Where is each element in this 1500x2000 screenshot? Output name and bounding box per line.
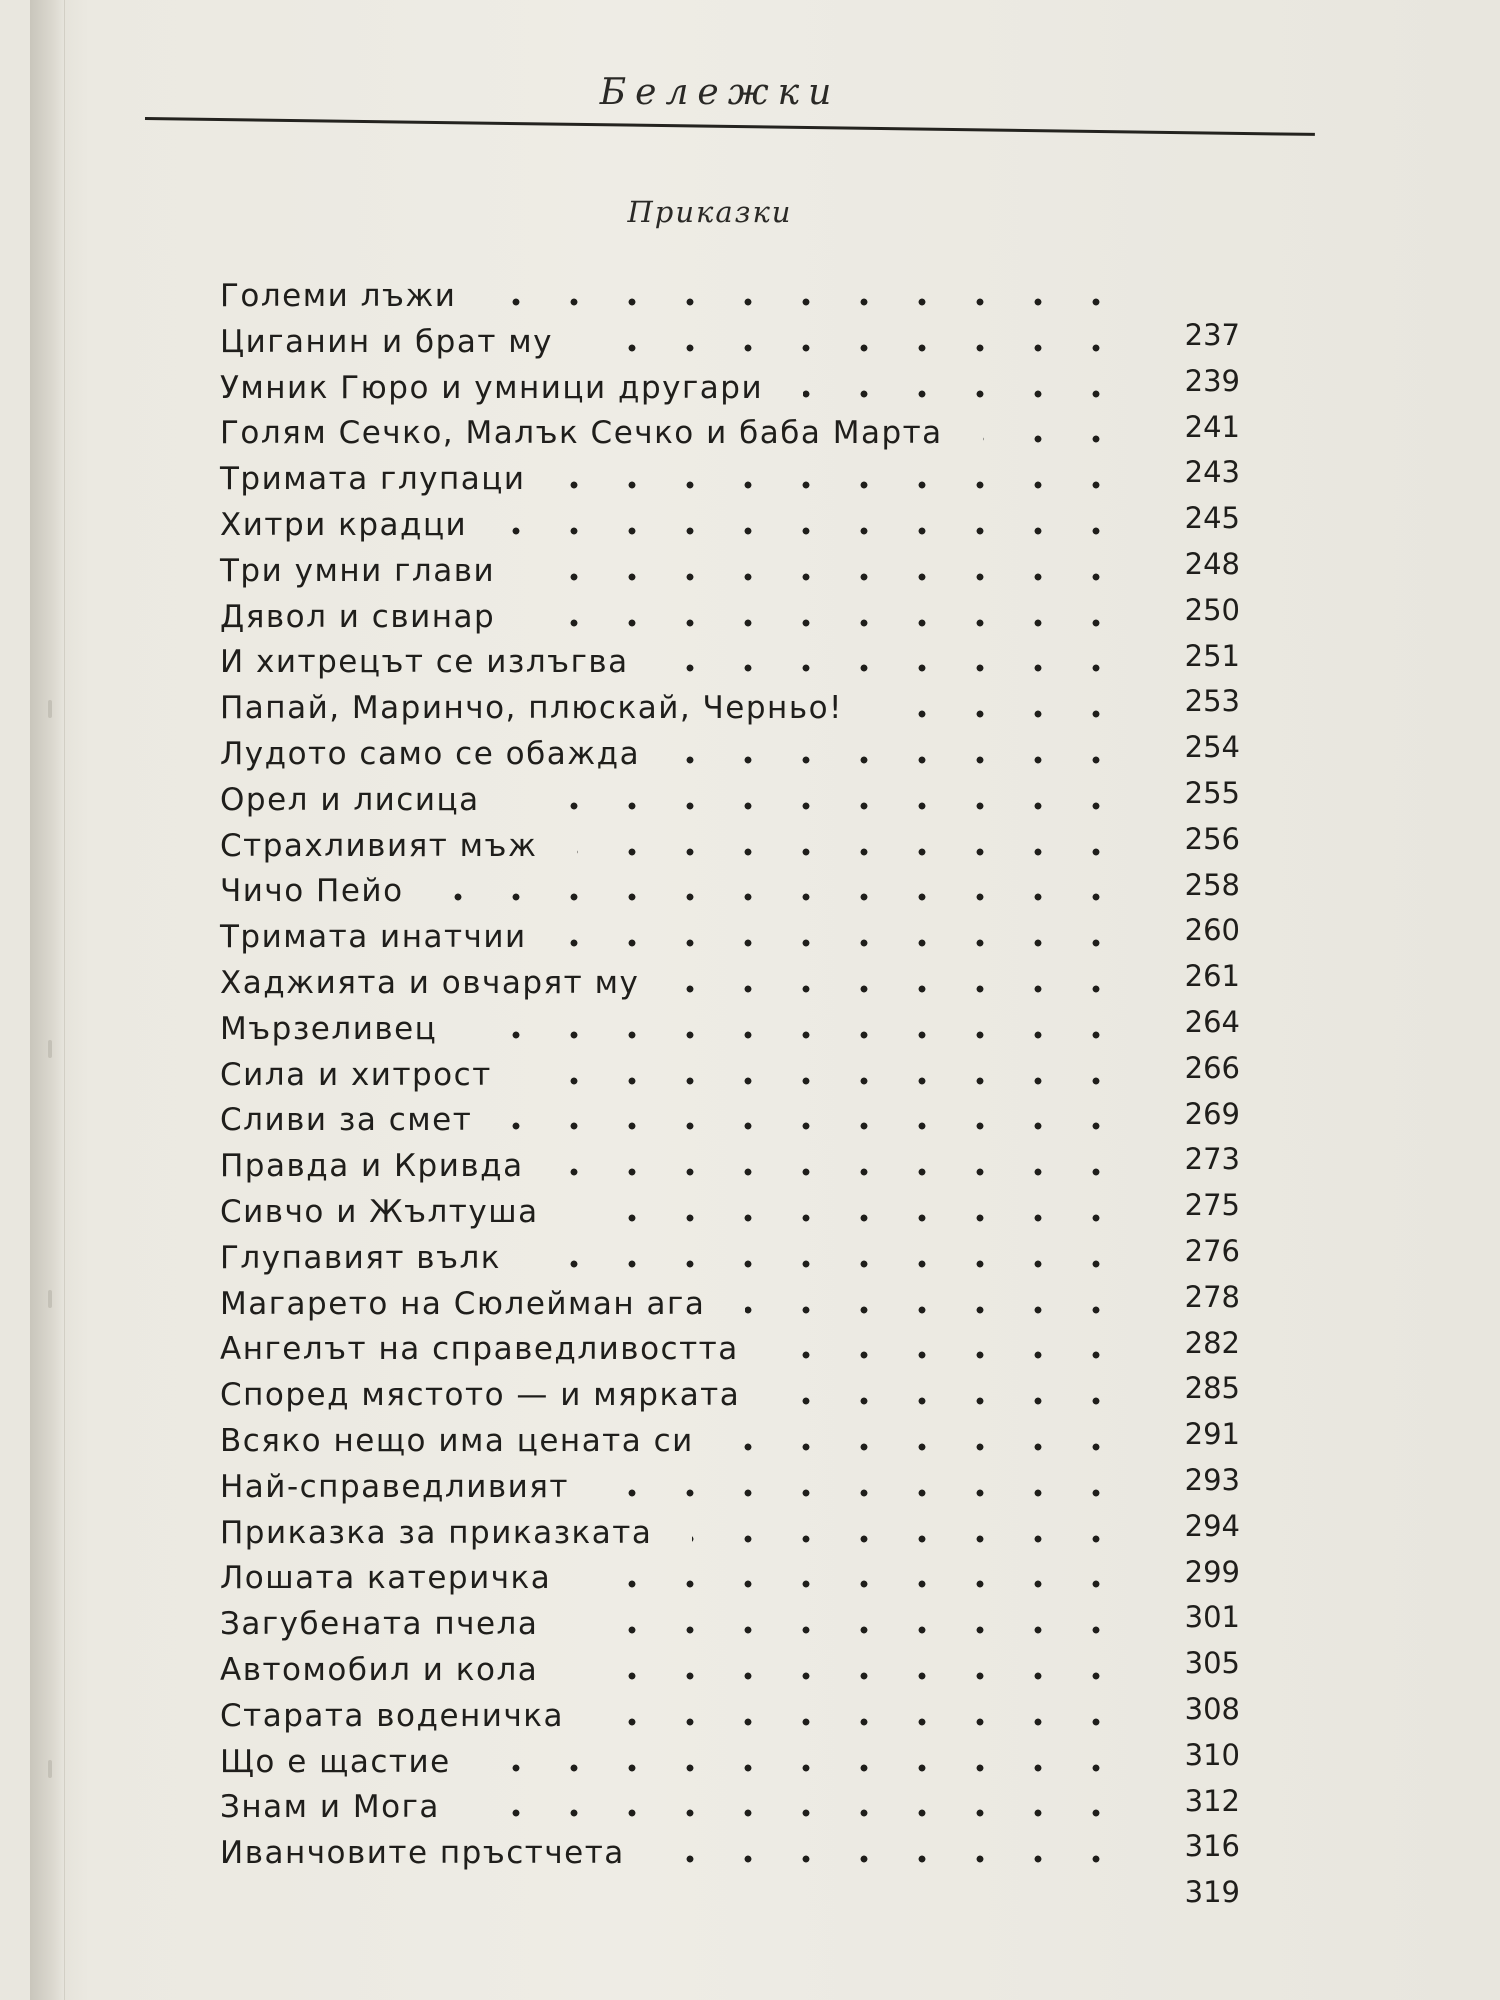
toc-entry-title: Тримата глупаци: [220, 461, 526, 498]
leader-dots: [680, 740, 1125, 780]
toc-entry-page: 239: [1184, 363, 1240, 398]
leader-dots: [491, 1748, 1125, 1788]
toc-entry-page: 248: [1184, 547, 1240, 581]
leader-dots: [579, 1198, 1125, 1238]
leader-dots: [593, 328, 1125, 368]
leader-dots: [604, 1702, 1125, 1742]
toc-entry-page: 266: [1184, 1050, 1240, 1085]
toc-entry-page: 255: [1184, 776, 1240, 810]
toc-entry-page: 243: [1184, 455, 1240, 490]
toc-entry-title: Сила и хитрост: [220, 1056, 492, 1093]
toc-entry-title: Лудото само се обажда: [220, 736, 641, 772]
toc-entry-page: 273: [1184, 1142, 1240, 1177]
toc-entry-page: 285: [1184, 1371, 1240, 1406]
toc-entry-title: Знам и Мога: [220, 1789, 440, 1826]
toc-entry-page: 253: [1184, 684, 1240, 719]
leader-dots: [745, 1290, 1125, 1330]
toc-entry-page: 245: [1184, 501, 1240, 536]
leader-dots: [609, 1473, 1125, 1513]
toc-entry-title: Магарето на Сюлейман ага: [220, 1285, 706, 1322]
leader-dots: [496, 282, 1125, 322]
toc-entry-page: 301: [1184, 1600, 1240, 1635]
toc-entry-title: Лошата катеричка: [220, 1560, 552, 1597]
toc-entry-page: 256: [1184, 821, 1240, 856]
toc-entry-title: Глупавият вълк: [220, 1239, 502, 1276]
toc-entry: [220, 1835, 1240, 1910]
toc-entry-page: 319: [1184, 1875, 1240, 1910]
toc-entry-title: Хитри крадци: [220, 507, 468, 543]
toc-entry-page: 250: [1184, 592, 1240, 627]
leader-dots: [577, 832, 1125, 872]
toc-entry-title: Папай, Маринчо, плюскай, Черньо!: [220, 690, 843, 727]
leader-dots: [512, 1106, 1125, 1146]
toc-entry-title: Чичо Пейо: [220, 873, 404, 910]
toc-entry-page: 294: [1184, 1508, 1240, 1543]
page-binding: [30, 0, 65, 2000]
toc-entry-title: Големи лъжи: [220, 278, 457, 314]
toc-entry-title: Мързеливец: [220, 1010, 438, 1047]
toc-entry-title: Загубената пчела: [220, 1606, 539, 1643]
toc-entry-page: 282: [1184, 1325, 1240, 1360]
toc-entry-title: Според мястото — и мярката: [220, 1377, 741, 1414]
leader-dots: [692, 1519, 1125, 1559]
toc-entry-title: Приказка за приказката: [220, 1514, 653, 1551]
binding-stitch: [48, 1290, 52, 1308]
toc-entry-page: 258: [1184, 867, 1240, 902]
running-header: Бележки: [599, 72, 841, 113]
leader-dots: [535, 603, 1125, 643]
leader-dots: [578, 1656, 1125, 1696]
leader-dots: [803, 374, 1125, 414]
leader-dots: [567, 923, 1125, 963]
toc-entry-title: Най-справедливият: [220, 1468, 569, 1505]
toc-entry-page: 291: [1184, 1417, 1240, 1452]
toc-entry-page: 260: [1184, 913, 1240, 948]
toc-entry-page: 264: [1184, 1005, 1240, 1039]
leader-dots: [535, 557, 1125, 597]
toc-entry-title: Три умни глави: [220, 552, 496, 589]
toc-entry-title: Сливи за смет: [220, 1102, 473, 1139]
toc-entry-title: Орел и лисица: [220, 781, 480, 818]
leader-dots: [480, 1793, 1125, 1833]
section-title: Приказки: [627, 195, 793, 229]
toc-entry-page: 293: [1184, 1463, 1240, 1497]
toc-entry-page: 316: [1184, 1829, 1240, 1864]
toc-entry-page: 237: [1184, 318, 1240, 352]
binding-stitch: [48, 700, 52, 718]
toc-entry-title: Иванчовите пръстчета: [220, 1835, 625, 1872]
leader-dots: [669, 648, 1125, 688]
toc-entry-page: 275: [1184, 1188, 1240, 1223]
toc-entry-page: 278: [1184, 1279, 1240, 1314]
leader-dots: [591, 1564, 1125, 1604]
toc-entry-page: 254: [1184, 730, 1240, 765]
toc-entry-page: 299: [1184, 1554, 1240, 1589]
toc-entry-title: Умник Гюро и умници другари: [220, 369, 764, 406]
leader-dots: [444, 877, 1125, 917]
leader-dots: [665, 1839, 1125, 1879]
toc-entry-title: Старата воденичка: [220, 1697, 564, 1734]
table-of-contents: [220, 270, 1240, 1930]
toc-entry-title: Циганин и брат му: [220, 323, 553, 360]
leader-dots: [532, 1061, 1125, 1101]
toc-entry-title: Хаджията и овчарят му: [220, 965, 640, 1001]
leader-dots: [578, 1610, 1125, 1650]
leader-dots: [520, 786, 1125, 826]
toc-entry-title: Всяко нещо има цената си: [220, 1423, 694, 1459]
leader-dots: [541, 1244, 1125, 1284]
leader-dots: [566, 465, 1125, 505]
toc-entry-title: Дявол и свинар: [220, 598, 496, 635]
toc-entry-title: Сивчо и Жълтуша: [220, 1194, 539, 1230]
toc-entry-page: 308: [1184, 1692, 1240, 1726]
toc-entry-title: И хитрецът се излъгва: [220, 644, 629, 681]
binding-stitch: [48, 1760, 52, 1778]
toc-entry-title: Автомобил и кола: [220, 1652, 539, 1688]
leader-dots: [734, 1427, 1125, 1467]
toc-entry-page: 251: [1184, 638, 1240, 673]
binding-stitch: [48, 1040, 52, 1058]
leader-dots: [883, 694, 1125, 734]
toc-entry-page: 261: [1184, 959, 1240, 994]
toc-entry-page: 269: [1184, 1096, 1240, 1131]
toc-entry-title: Голям Сечко, Малък Сечко и баба Марта: [220, 415, 943, 452]
leader-dots: [477, 1015, 1125, 1055]
toc-entry-title: Тримата инатчии: [220, 919, 527, 956]
leader-dots: [507, 511, 1125, 551]
toc-entry-page: 241: [1184, 409, 1240, 444]
toc-entry-page: 310: [1184, 1737, 1240, 1772]
toc-entry-page: 312: [1184, 1783, 1240, 1818]
leader-dots: [679, 969, 1125, 1009]
leader-dots: [780, 1381, 1125, 1421]
toc-entry-title: Що е щастие: [220, 1743, 451, 1780]
toc-entry-page: 305: [1184, 1646, 1240, 1681]
toc-entry-title: Правда и Кривда: [220, 1148, 524, 1185]
leader-dots: [983, 419, 1125, 459]
leader-dots: [564, 1152, 1125, 1192]
leader-dots: [779, 1335, 1125, 1375]
toc-entry-page: 276: [1184, 1234, 1240, 1268]
toc-entry-title: Ангелът на справедливостта: [220, 1331, 739, 1368]
toc-entry-title: Страхливият мъж: [220, 827, 538, 864]
